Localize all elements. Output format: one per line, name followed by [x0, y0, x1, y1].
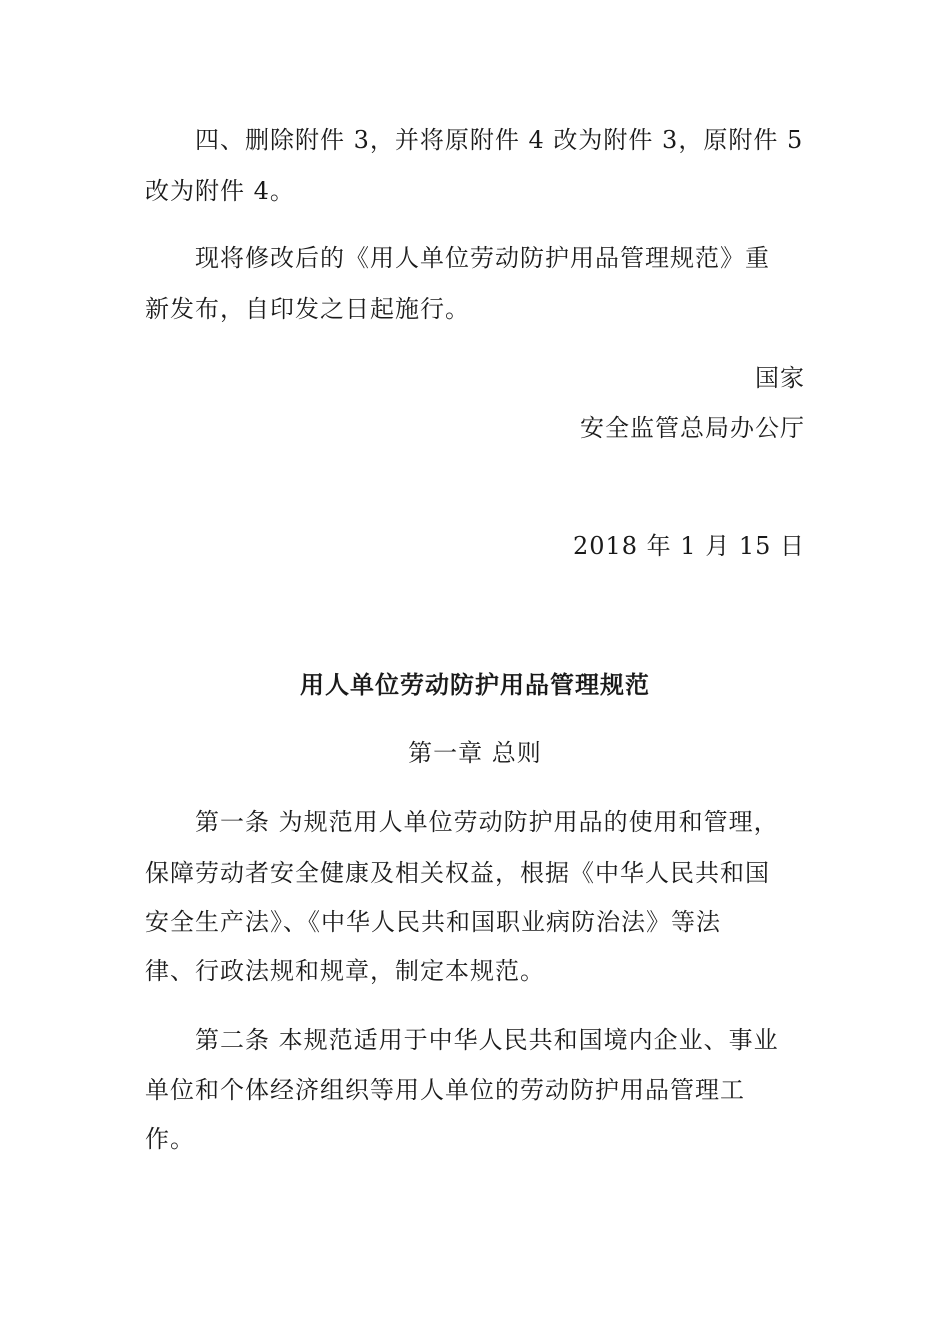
text-line: 第一条 为规范用人单位劳动防护用品的使用和管理， — [195, 808, 779, 836]
text-line: 新发布，自印发之日起施行。 — [145, 295, 470, 323]
issuer-line: 国家 — [755, 364, 805, 392]
text-line: 单位和个体经济组织等用人单位的劳动防护用品管理工 — [145, 1076, 745, 1104]
text-line: 保障劳动者安全健康及相关权益，根据《中华人民共和国 — [145, 859, 770, 887]
text-line: 改为附件 4。 — [145, 177, 295, 205]
chapter-heading: 第一章 总则 — [408, 739, 542, 767]
text-line: 作。 — [145, 1125, 195, 1153]
text-line: 第二条 本规范适用于中华人民共和国境内企业、事业 — [195, 1026, 779, 1054]
document-title: 用人单位劳动防护用品管理规范 — [300, 670, 650, 699]
issuer-line: 安全监管总局办公厅 — [580, 414, 805, 442]
text-line: 安全生产法》、《中华人民共和国职业病防治法》等法 — [145, 908, 721, 936]
text-line: 现将修改后的《用人单位劳动防护用品管理规范》重 — [195, 244, 770, 272]
text-line: 律、行政法规和规章，制定本规范。 — [145, 957, 545, 985]
issue-date: 2018 年 1 月 15 日 — [572, 532, 805, 560]
text-line: 四、删除附件 3，并将原附件 4 改为附件 3，原附件 5 — [195, 126, 804, 154]
